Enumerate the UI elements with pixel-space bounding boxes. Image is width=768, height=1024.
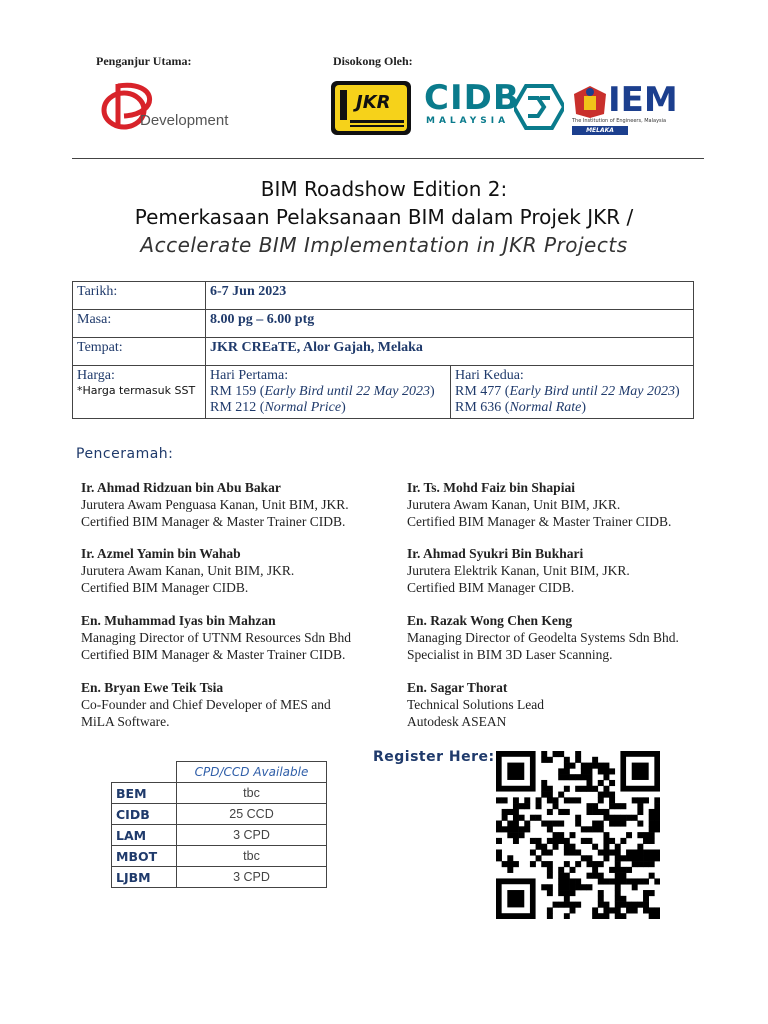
cpd-value: 25 CCD (177, 804, 327, 825)
speaker-cert: MiLA Software. (81, 714, 170, 729)
speaker-cert: Autodesk ASEAN (407, 714, 507, 729)
title-line2: Pemerkasaan Pelaksanaan BIM dalam Projek JKR / (134, 205, 634, 229)
cpd-header: CPD/CCD Available (177, 762, 327, 783)
speaker-2 (407, 479, 671, 530)
day1-label: Hari Pertama: (210, 368, 289, 383)
iem-logo (570, 80, 688, 143)
speaker-7 (81, 679, 331, 730)
speaker-role: Technical Solutions Lead (407, 697, 545, 712)
speaker-role: Managing Director of UTNM Resources Sdn Bhd (81, 630, 351, 645)
cpd-value: 3 CPD (177, 867, 327, 888)
speaker-role: Managing Director of Geodelta Systems Sdn Bhd. (407, 630, 679, 645)
speaker-name: Ir. Ahmad Syukri Bin Bukhari (407, 546, 584, 561)
speaker-role: Jurutera Awam Kanan, Unit BIM, JKR. (81, 563, 295, 578)
speaker-role: Co-Founder and Chief Developer of MES and (81, 697, 331, 712)
title-line1: BIM Roadshow Edition 2: (260, 177, 508, 201)
iem-logo-sub: The Institution of Engineers, Malaysia (572, 118, 667, 124)
cpd-value: tbc (177, 846, 327, 867)
day1-cell (206, 366, 451, 419)
iem-branch-badge: MELAKA BRANCH (572, 126, 628, 135)
speaker-cert: Certified BIM Manager & Master Trainer CIDB. (81, 647, 346, 662)
day2-cell (451, 366, 694, 419)
jkr-logo (330, 80, 412, 136)
speaker-cert: Certified BIM Manager & Master Trainer CIDB. (81, 514, 346, 529)
speaker-role: Jurutera Elektrik Kanan, Unit BIM, JKR. (407, 563, 630, 578)
speaker-name: En. Bryan Ewe Teik Tsia (81, 680, 224, 695)
development-logo (98, 76, 238, 136)
register-qr-code[interactable] (496, 751, 660, 919)
price-cell (73, 366, 206, 419)
date-label: Tarikh: (73, 282, 206, 310)
cpd-row (112, 825, 327, 846)
cpd-row (112, 867, 327, 888)
cpd-value: tbc (177, 783, 327, 804)
header-divider (72, 158, 704, 159)
cidb-logo (424, 80, 564, 136)
event-info-table (72, 281, 694, 419)
speaker-4 (407, 545, 630, 596)
date-value: 6-7 Jun 2023 (206, 282, 694, 310)
qr-code-icon[interactable] (496, 751, 660, 919)
iem-crest-icon (570, 84, 610, 120)
speakers-heading: Penceramah: (76, 446, 174, 462)
cpd-org: LJBM (112, 867, 177, 888)
development-logo-text: Development (140, 112, 229, 129)
speaker-cert: Certified BIM Manager CIDB. (81, 580, 249, 595)
speaker-name: Ir. Ahmad Ridzuan bin Abu Bakar (81, 480, 281, 495)
cpd-row (112, 804, 327, 825)
venue-value: JKR CREaTE, Alor Gajah, Melaka (206, 338, 694, 366)
speaker-8 (407, 679, 544, 730)
speaker-name: En. Sagar Thorat (407, 680, 508, 695)
cpd-org: BEM (112, 783, 177, 804)
speaker-1 (81, 479, 349, 530)
cidb-logo-text: CIDB (424, 78, 520, 118)
day1-normal-price: RM 212 (Normal Price) (210, 400, 346, 415)
cidb-logo-sub: MALAYSIA (426, 116, 510, 126)
time-label: Masa: (73, 310, 206, 338)
cpd-org: LAM (112, 825, 177, 846)
speaker-6 (407, 612, 679, 663)
register-label: Register Here: (373, 749, 495, 765)
price-note: *Harga termasuk SST (77, 384, 196, 397)
speaker-cert: Certified BIM Manager & Master Trainer CIDB. (407, 514, 672, 529)
speaker-name: En. Razak Wong Chen Keng (407, 613, 573, 628)
cpd-org: MBOT (112, 846, 177, 867)
cpd-value: 3 CPD (177, 825, 327, 846)
cpd-row (112, 783, 327, 804)
cpd-header-spacer (112, 762, 177, 783)
organizer-label: Penganjur Utama: (96, 54, 192, 68)
title-line3: Accelerate BIM Implementation in JKR Projects (140, 233, 628, 257)
cpd-row (112, 846, 327, 867)
speaker-cert: Certified BIM Manager CIDB. (407, 580, 575, 595)
day2-early-price: RM 477 (Early Bird until 22 May 2023) (455, 384, 680, 399)
speaker-3 (81, 545, 294, 596)
speaker-5 (81, 612, 351, 663)
cidb-emblem-icon (514, 84, 564, 130)
iem-logo-text: IEM (608, 80, 678, 120)
price-label: Harga: (77, 368, 115, 383)
supporter-label: Disokong Oleh: (333, 54, 413, 68)
jkr-logo-text: JKR (356, 92, 391, 113)
speaker-role: Jurutera Awam Penguasa Kanan, Unit BIM, JKR. (81, 497, 349, 512)
speaker-role: Jurutera Awam Kanan, Unit BIM, JKR. (407, 497, 621, 512)
cpd-table (111, 761, 327, 888)
speaker-cert: Specialist in BIM 3D Laser Scanning. (407, 647, 613, 662)
speaker-name: Ir. Azmel Yamin bin Wahab (81, 546, 241, 561)
day2-label: Hari Kedua: (455, 368, 524, 383)
cpd-org: CIDB (112, 804, 177, 825)
time-value: 8.00 pg – 6.00 ptg (206, 310, 694, 338)
day1-early-price: RM 159 (Early Bird until 22 May 2023) (210, 384, 435, 399)
speaker-name: En. Muhammad Iyas bin Mahzan (81, 613, 276, 628)
speaker-name: Ir. Ts. Mohd Faiz bin Shapiai (407, 480, 575, 495)
venue-label: Tempat: (73, 338, 206, 366)
day2-normal-price: RM 636 (Normal Rate) (455, 400, 587, 415)
